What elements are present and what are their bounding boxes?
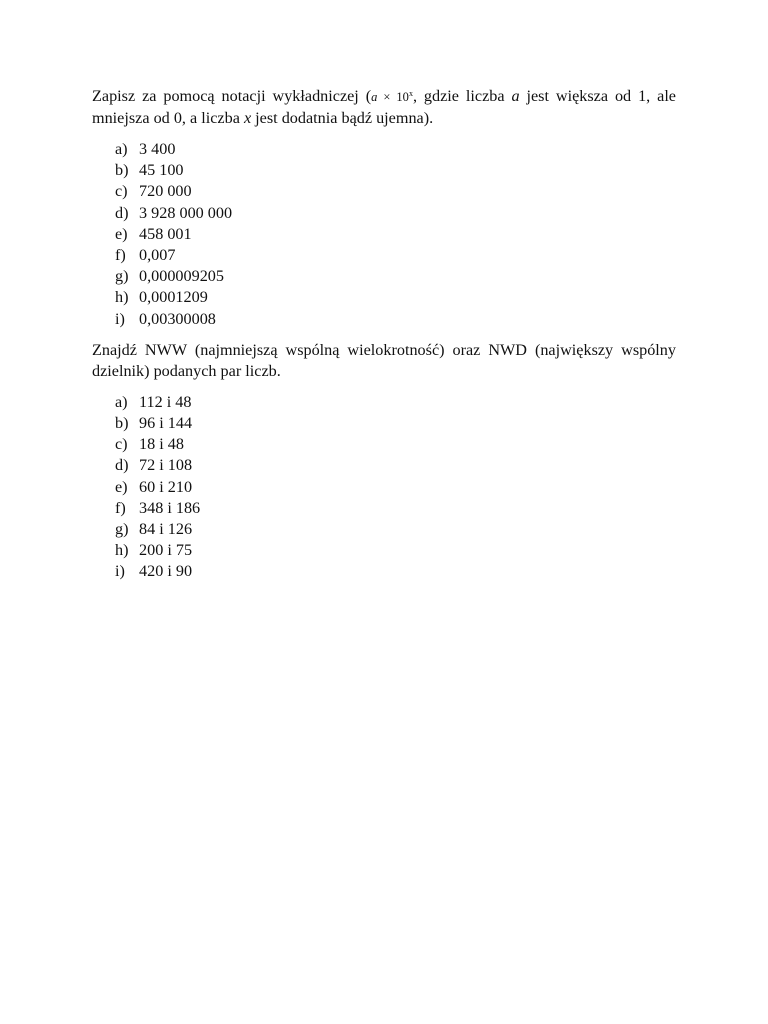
list-item-text: 18 i 48 xyxy=(139,435,184,454)
list-marker: e) xyxy=(115,224,128,243)
list-marker: f) xyxy=(115,498,126,517)
list-marker: b) xyxy=(115,161,129,180)
exercise1-instruction xyxy=(92,86,676,129)
list-item xyxy=(92,477,676,498)
list-item xyxy=(92,181,676,202)
list-item xyxy=(92,203,676,224)
exercise1-intro-mid1: , gdzie liczba xyxy=(412,87,512,105)
exercise1-intro-end: jest dodatnia bądź ujemna). xyxy=(251,109,434,127)
list-marker: a) xyxy=(115,140,128,158)
list-item xyxy=(92,498,676,519)
list-item-text: 720 000 xyxy=(139,182,192,201)
exercise1-intro-mid2: jest większa od 1, ale mniejsza od 0, a liczba xyxy=(92,87,676,127)
list-marker: g) xyxy=(115,520,129,539)
list-marker: i) xyxy=(115,562,125,581)
list-marker: h) xyxy=(115,288,129,307)
list-item-text: 60 i 210 xyxy=(139,477,193,496)
list-marker: b) xyxy=(115,414,129,433)
exponential-formula xyxy=(371,90,413,104)
list-item xyxy=(92,413,676,434)
list-marker: a) xyxy=(115,392,128,411)
exercise2-list xyxy=(92,392,676,583)
list-item-text: 0,007 xyxy=(139,246,176,265)
variable-a: a xyxy=(511,87,520,105)
list-item-text: 420 i 90 xyxy=(139,562,193,581)
list-item-text: 96 i 144 xyxy=(139,414,193,433)
list-item xyxy=(92,245,676,266)
list-item xyxy=(92,519,676,540)
list-marker: h) xyxy=(115,541,129,560)
list-item xyxy=(92,540,676,561)
list-item xyxy=(92,309,676,330)
list-item xyxy=(92,392,676,413)
list-marker: g) xyxy=(115,267,129,286)
list-item xyxy=(92,434,676,455)
formula-exponent: x xyxy=(408,89,413,98)
list-item-text: 0,000009205 xyxy=(139,267,224,286)
document-page xyxy=(92,86,676,583)
list-item-text: 3 928 000 000 xyxy=(139,203,233,222)
list-marker: e) xyxy=(115,477,128,496)
list-item-text: 200 i 75 xyxy=(139,541,193,560)
list-item-text: 458 001 xyxy=(139,224,192,243)
list-item xyxy=(92,561,676,582)
exercise1-intro-before: Zapisz za pomocą notacji wykładniczej ( xyxy=(92,87,372,105)
list-item-text: 0,00300008 xyxy=(139,309,216,328)
list-item xyxy=(92,224,676,245)
list-item-text: 84 i 126 xyxy=(139,520,193,539)
list-item xyxy=(92,455,676,476)
exercise1-list xyxy=(92,139,676,330)
list-item-text: 112 i 48 xyxy=(139,392,192,411)
list-item xyxy=(92,160,676,181)
formula-variable-a: a xyxy=(371,90,378,104)
list-marker: d) xyxy=(115,203,129,222)
list-item xyxy=(92,139,676,160)
variable-x: x xyxy=(243,109,252,127)
list-marker: f) xyxy=(115,246,126,265)
exercise2-instruction: Znajdź NWW (najmniejszą wspólną wielokrotność) oraz NWD (największy wspólny dzielnik) podanych par liczb. xyxy=(92,340,676,380)
list-item-text: 45 100 xyxy=(139,161,184,180)
list-item xyxy=(92,287,676,308)
formula-times-ten: × 10 xyxy=(377,90,409,104)
list-marker: i) xyxy=(115,309,125,328)
list-marker: c) xyxy=(115,435,128,454)
list-marker: c) xyxy=(115,182,128,201)
list-item-text: 0,0001209 xyxy=(139,288,208,307)
list-item-text: 72 i 108 xyxy=(139,456,193,475)
list-item xyxy=(92,266,676,287)
list-marker: d) xyxy=(115,456,129,475)
list-item-text: 3 400 xyxy=(139,140,176,158)
list-item-text: 348 i 186 xyxy=(139,498,201,517)
